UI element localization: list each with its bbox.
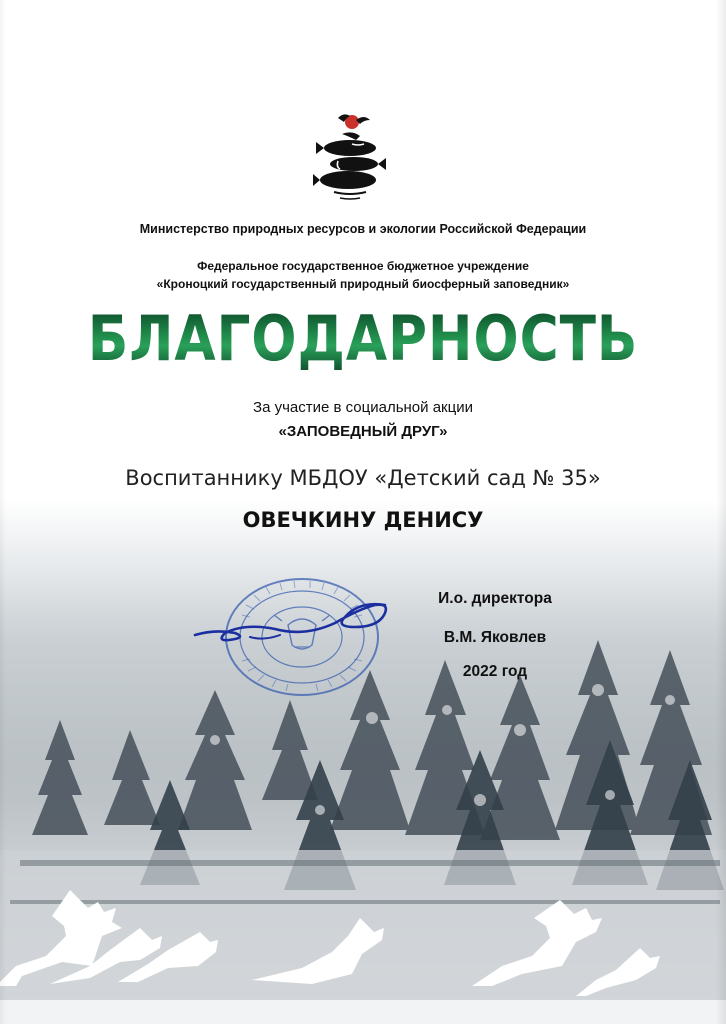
award-reason: За участие в социальной акции <box>253 399 473 416</box>
recipient-name: ОВЕЧКИНУ ДЕНИСУ <box>242 508 484 532</box>
handwritten-signature <box>190 585 420 660</box>
signer-name: В.М. Яковлев <box>443 629 547 646</box>
scan-edge-right <box>716 0 726 1024</box>
recipient-organization: Воспитаннику МБДОУ «Детский сад № 35» <box>125 466 601 490</box>
institution-type: Федеральное государственное бюджетное учреждение <box>197 259 529 273</box>
signer-role: И.о. директора <box>438 590 552 607</box>
issue-year: 2022 год <box>462 663 528 680</box>
reindeer-silhouettes <box>0 870 726 1024</box>
scan-edge-left <box>0 0 6 1024</box>
certificate-title: БЛАГОДАРНОСТЬ <box>51 302 675 375</box>
ministry-name: Министерство природных ресурсов и экологии Российской Федерации <box>139 222 587 236</box>
action-name: «ЗАПОВЕДНЫЙ ДРУГ» <box>278 423 448 440</box>
institution-name: «Кроноцкий государственный природный биосферный заповедник» <box>156 277 570 291</box>
reserve-logo-icon <box>312 108 388 208</box>
